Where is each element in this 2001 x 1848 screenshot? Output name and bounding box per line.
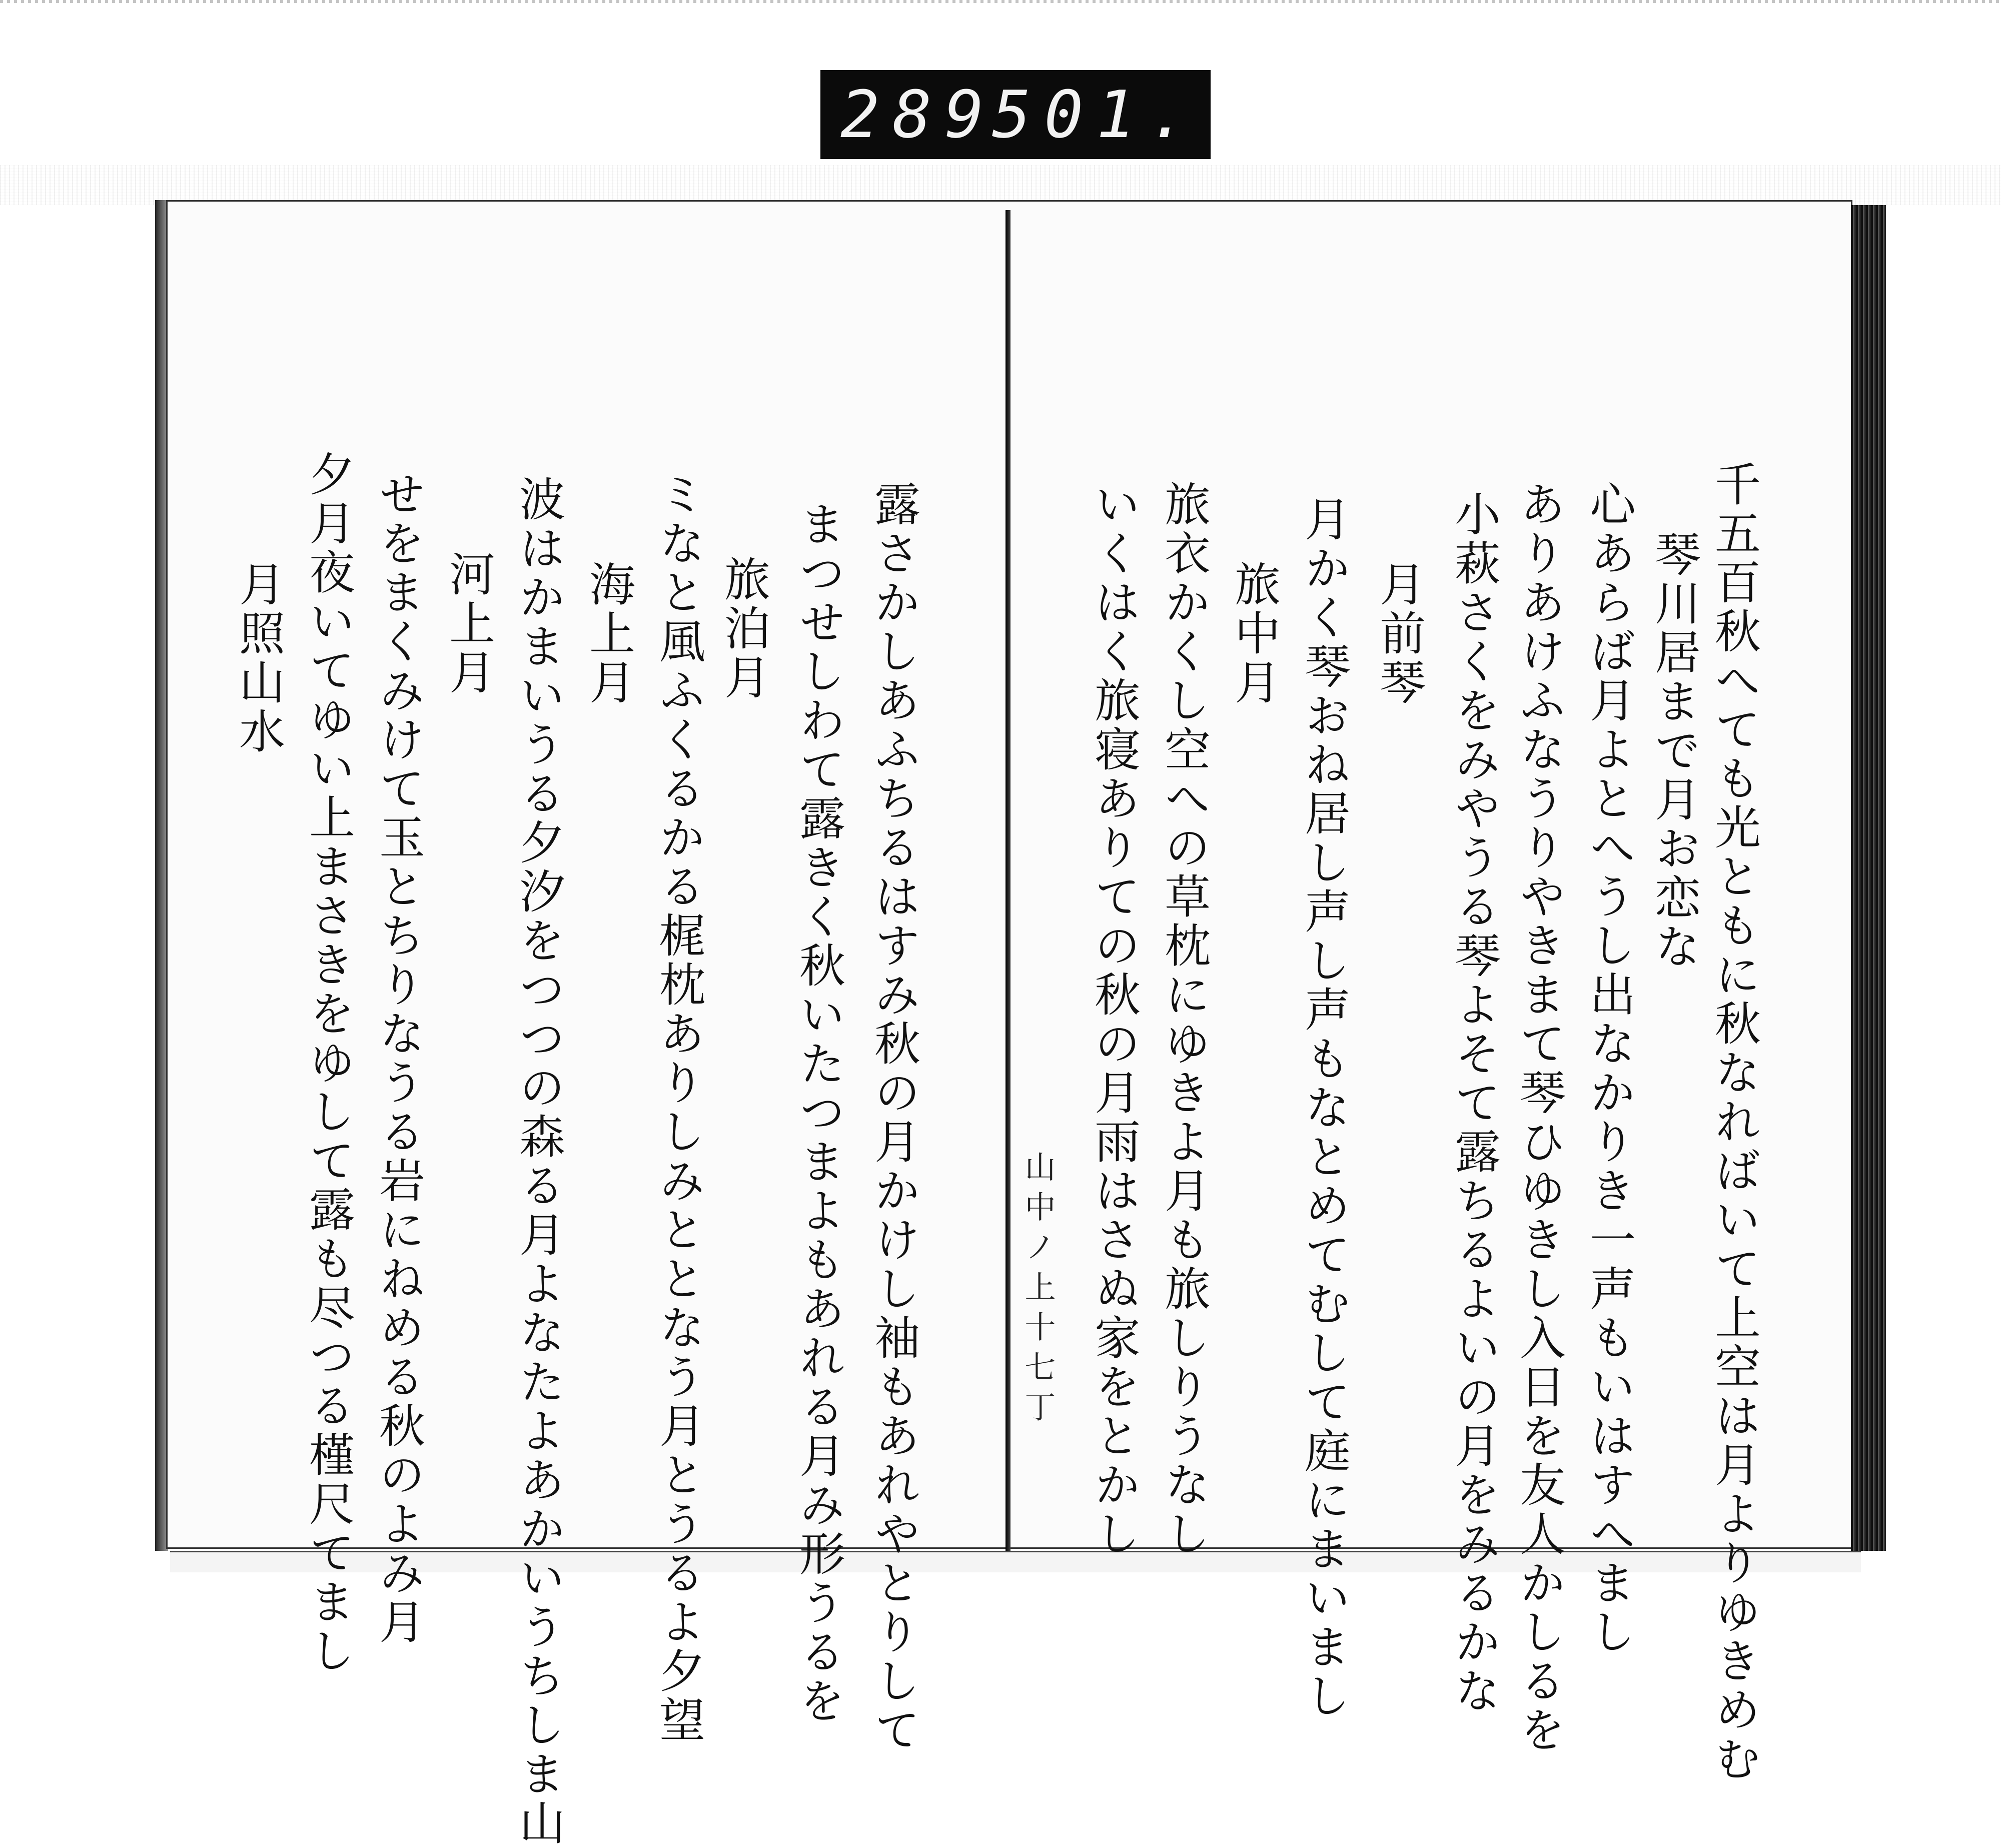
scan-top-edge (0, 0, 2001, 3)
text-column: 露さかしあふちるはすみ秋の月かけし袖もあれやとりして (867, 480, 920, 1755)
text-column: 波はかまいうる夕汐をつつの森る月よなたよあかいうちしま山 (512, 475, 565, 1848)
poem-title: 旅中月 (1227, 560, 1281, 707)
counter-right: 501. (991, 77, 1201, 153)
text-column: 千五百秋へても光ともに秋なればいて上空は月よりゆきめむ (1707, 460, 1761, 1784)
text-column: まつせしわて露きく秋いたつまよもあれる月み形うるを (792, 500, 845, 1726)
scanner-counter-label (820, 70, 1211, 159)
counter-left: 289 (840, 77, 997, 153)
poem-title: 海上月 (582, 560, 635, 707)
text-column: せをまくみけて玉とちりなうる岩にねめる秋のよみ月 (372, 470, 425, 1647)
page-number: 山中ノ上十七丁 (1020, 1151, 1056, 1431)
text-column: 旅衣かくし空への草枕にゆきよ月も旅しりうなし (1157, 480, 1211, 1559)
text-column: 小萩さくをみやうる琴よそて露ちるよいの月をみるかな (1447, 490, 1501, 1716)
poem-title: 月前琴 (1372, 560, 1426, 707)
poem-title: 旅泊月 (717, 555, 770, 702)
text-column: 月かく琴おね居し声し声もなとめてむして庭にまいまし (1297, 495, 1351, 1721)
poem-title: 月照山水 (232, 560, 285, 756)
text-column: ありあけふなうりやきまて琴ひゆきし入日を友人かしるを (1512, 480, 1566, 1755)
poem-title: 琴川居まで月お恋な (1647, 530, 1701, 972)
text-column: 心あらば月よとへうし出なかりき一声もいはすへまし (1582, 480, 1636, 1657)
poem-title: 河上月 (442, 550, 495, 697)
text-column: いくはく旅寝ありての秋の月雨はさぬ家をとかし (1087, 480, 1141, 1559)
book-gutter (1006, 210, 1011, 1556)
book-page-edges (1851, 205, 1886, 1551)
text-column: 夕月夜いてゆい上まさきをゆして露も尽つる槿尺てまし (302, 450, 355, 1676)
text-column: ミなと風ふくるかる梶枕ありしみととなう月とうるよ夕望 (652, 470, 705, 1745)
